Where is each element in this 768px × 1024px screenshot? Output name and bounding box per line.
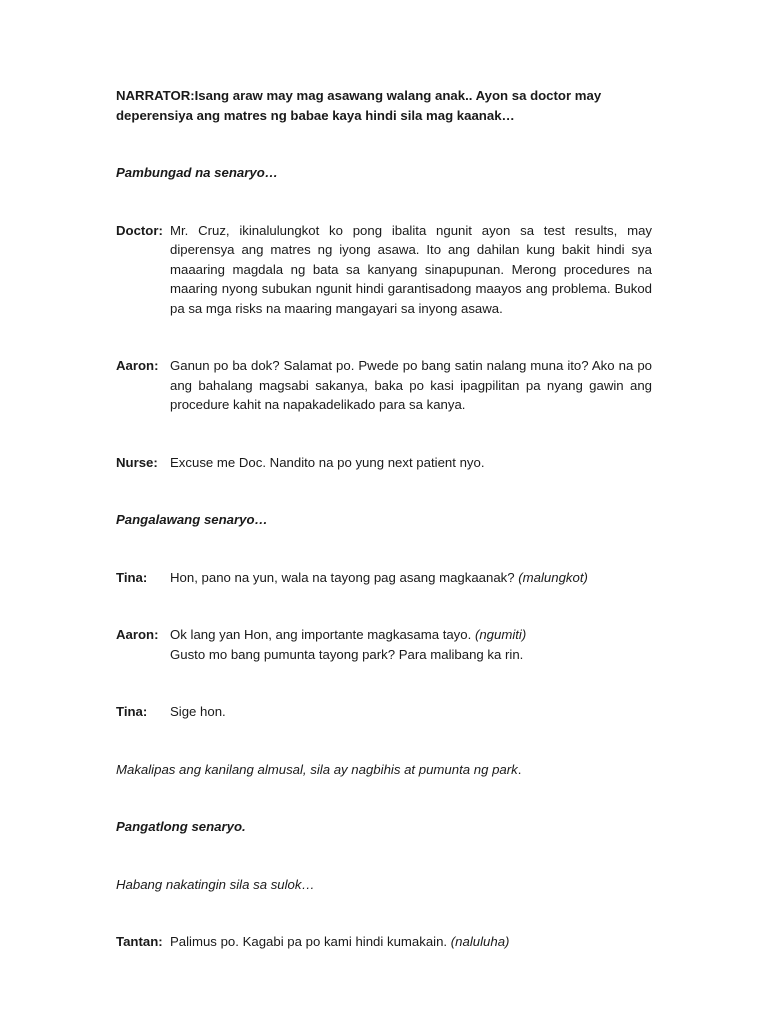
speaker-label: Aaron: [116, 358, 159, 373]
dialogue-text: Mr. Cruz, ikinalulungkot ko pong ibalita ngunit ayon sa test results, may diperensya ang matres ng iyong asawa. Ito ang dahilan kung bakit hindi sya maaaring magdala ng bata sa kanyang sinapupunan. Merong procedures na maaring nyong subukan ngunit hindi garantisadong maayos ang problema. Bukod pa sa mga risks na maaring mangayari sa inyong asawa. [170, 222, 652, 316]
speaker-label: Tina: [116, 569, 148, 585]
speaker-label: Tina: [116, 704, 148, 719]
direction-text: Makalipas ang kanilang almusal, sila ay nagbihis at pumunta ng park [116, 761, 518, 777]
speaker-label: Tantan: [116, 934, 163, 949]
dialogue-words: Ok lang yan Hon, ang importante magkasama tayo. [170, 627, 472, 642]
stage-direction: (ngumiti) [474, 627, 527, 642]
stage-direction-1 [116, 760, 652, 780]
dialogue-text: Sige hon. [170, 704, 226, 719]
dialogue-tina-1 [116, 568, 652, 588]
dialogue-text [170, 932, 652, 952]
direction-period: . [517, 761, 522, 777]
dialogue-aaron-1 [116, 356, 652, 415]
dialogue-aaron-2 [116, 625, 652, 664]
dialogue-nurse [116, 453, 652, 473]
scene-heading-2: Pangalawang senaryo… [116, 512, 268, 527]
dialogue-tina-2 [116, 702, 652, 722]
narrator-intro: NARRATOR:Isang araw may mag asawang walang anak.. Ayon sa doctor may deperensiya ang matres ng babae kaya hindi sila mag kaanak… [116, 88, 602, 123]
dialogue-text: Ganun po ba dok? Salamat po. Pwede po bang satin nalang muna ito? Ako na po ang bahalang magsabi sakanya, baka po kasi ipagpilitan pa nyang gawin ang procedure kahit na napakadelikado para sa kanya. [170, 358, 652, 412]
stage-direction: (malungkot) [518, 569, 588, 585]
dialogue-tantan [116, 932, 652, 952]
speaker-label: Aaron: [116, 627, 159, 642]
dialogue-text: Excuse me Doc. Nandito na po yung next patient nyo. [170, 454, 485, 470]
dialogue-words: Hon, pano na yun, wala na tayong pag asang magkaanak? [170, 569, 515, 585]
dialogue-text [170, 625, 652, 664]
dialogue-row-2: Gusto mo bang pumunta tayong park? Para malibang ka rin. [170, 646, 524, 662]
script-page [116, 86, 652, 990]
stage-direction: (naluluha) [450, 934, 510, 949]
dialogue-words: Palimus po. Kagabi pa po kami hindi kumakain. [170, 934, 448, 949]
speaker-label: Nurse: [116, 454, 158, 470]
stage-direction-2: Habang nakatingin sila sa sulok… [116, 876, 315, 892]
dialogue-row-1 [170, 625, 652, 645]
scene-heading-1: Pambungad na senaryo… [116, 165, 278, 180]
dialogue-text [170, 568, 652, 588]
dialogue-doctor [116, 221, 652, 319]
speaker-label: Doctor: [116, 222, 163, 238]
scene-heading-3: Pangatlong senaryo. [116, 819, 246, 834]
